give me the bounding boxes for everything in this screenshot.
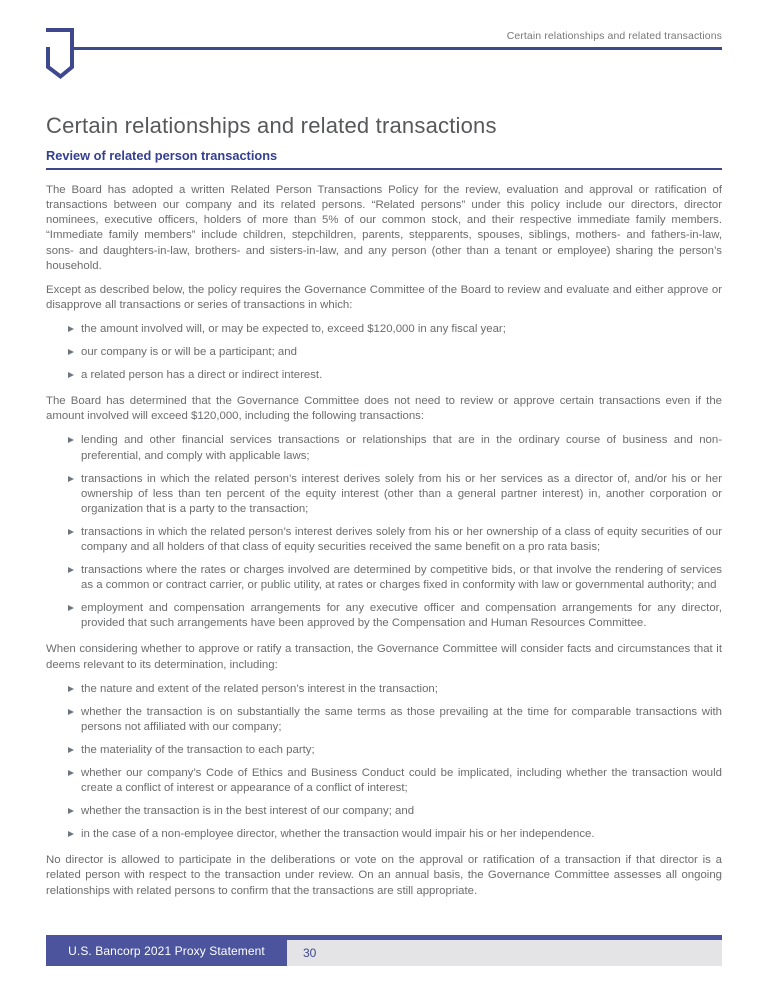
paragraph: The Board has adopted a written Related Person Transactions Policy for the review, evaluation and approval or ratification of transactions between our company and its related persons. “Related persons” under this policy include our directors, director nominees, executive officers, holders of more than 5% of our common stock, and their respective immediate family members. “Immediate family members” include children, stepchildren, parents, stepparents, spouses, siblings, mothers- and fathers-in-law, sons- and daughters-in-law, brothers- and sisters-in-law, and any person (other than a tenant or employee) sharing the person’s household.	[46, 184, 722, 272]
bullet-list	[46, 322, 722, 383]
bullet-text: lending and other financial services transactions or relationships that are in the ordinary course of business and non-preferential, and comply with applicable laws;	[81, 434, 722, 462]
section-title: Review of related person transactions	[46, 148, 278, 164]
triangle-right-bullet-icon	[68, 709, 74, 715]
triangle-right-bullet-icon	[68, 605, 74, 611]
triangle-right-bullet-icon	[68, 326, 74, 332]
bullet-item	[68, 682, 722, 697]
page-number: 30	[303, 946, 317, 960]
bullet-item	[68, 368, 722, 383]
bullet-text: whether the transaction is on substantially the same terms as those prevailing at the time for comparable transactions with persons not affiliated with our company;	[81, 705, 722, 733]
triangle-right-bullet-icon	[68, 372, 74, 378]
bullet-item	[68, 563, 722, 593]
section-title-rule	[46, 168, 722, 170]
triangle-right-bullet-icon	[68, 529, 74, 535]
triangle-right-bullet-icon	[68, 476, 74, 482]
paragraph: The Board has determined that the Governance Committee does not need to review or approve certain transactions even if the amount involved will exceed $120,000, including the following transactions:	[46, 395, 722, 423]
bullet-text: transactions in which the related person’s interest derives solely from his or her services as a director of, and/or his or her ownership of less than ten percent of the equity interest (other than a general partner interest) in, another corporation or organization that is a party to the transaction;	[81, 472, 722, 515]
bullet-item	[68, 827, 722, 842]
content-blocks	[46, 183, 722, 898]
bullet-text: the amount involved will, or may be expected to, exceed $120,000 in any fiscal year;	[81, 322, 506, 335]
header-rule	[74, 47, 722, 50]
bullet-text: whether our company’s Code of Ethics and Business Conduct could be implicated, including whether the transaction would create a conflict of interest or appearance of a conflict of interest;	[81, 767, 722, 795]
paragraph: Except as described below, the policy requires the Governance Committee of the Board to review and evaluate and either approve or disapprove all transactions or series of transactions in which:	[46, 283, 722, 311]
bullet-text: whether the transaction is in the best interest of our company; and	[81, 805, 415, 818]
paragraph: When considering whether to approve or ratify a transaction, the Governance Committee will consider facts and circumstances that it deems relevant to its determination, including:	[46, 643, 722, 671]
running-head: Certain relationships and related transactions	[506, 30, 722, 42]
triangle-right-bullet-icon	[68, 808, 74, 814]
bullet-text: transactions in which the related person’s interest derives solely from his or her ownership of a class of equity securities of our company and all holders of that class of equity securities received the same benefit on a pro rata basis;	[81, 525, 722, 553]
bullet-item	[68, 472, 722, 517]
bullet-text: in the case of a non-employee director, whether the transaction would impair his or her independence.	[81, 828, 595, 841]
bullet-item	[68, 705, 722, 735]
triangle-right-bullet-icon	[68, 437, 74, 443]
triangle-right-bullet-icon	[68, 686, 74, 692]
bullet-text: the nature and extent of the related person’s interest in the transaction;	[81, 682, 438, 695]
bullet-item	[68, 601, 722, 631]
footer-brand-box: U.S. Bancorp 2021 Proxy Statement	[46, 935, 287, 966]
bullet-text: transactions where the rates or charges involved are determined by competitive bids, or that involve the rendering of services as a common or contract carrier, or public utility, at rates or charges fixed in conformity with law or governmental authority; and	[81, 564, 722, 592]
footer-gray-bar	[287, 940, 722, 966]
bullet-text: our company is or will be a participant; and	[81, 346, 297, 359]
triangle-right-bullet-icon	[68, 747, 74, 753]
footer-bar	[287, 935, 722, 966]
bullet-item	[68, 743, 722, 758]
bullet-item	[68, 322, 722, 337]
bullet-list	[46, 682, 722, 843]
bullet-text: the materiality of the transaction to each party;	[81, 743, 315, 756]
triangle-right-bullet-icon	[68, 831, 74, 837]
triangle-right-bullet-icon	[68, 770, 74, 776]
bullet-list	[46, 433, 722, 631]
triangle-right-bullet-icon	[68, 349, 74, 355]
bullet-item	[68, 345, 722, 360]
page-footer	[46, 935, 722, 966]
bullet-item	[68, 433, 722, 463]
paragraph: No director is allowed to participate in the deliberations or vote on the approval or ratification of a transaction if that director is a related person with respect to the transaction under review. On an annual basis, the Governance Committee assesses all ongoing relationships with related persons to confirm that the transactions are still appropriate.	[46, 854, 722, 897]
usbancorp-shield-logo	[46, 27, 78, 81]
bullet-text: employment and compensation arrangements for any executive officer and compensation arrangements for any director, provided that such arrangements have been approved by the Compensation and Human Resources Committee.	[81, 602, 722, 630]
bullet-item	[68, 766, 722, 796]
bullet-item	[68, 804, 722, 819]
bullet-item	[68, 525, 722, 555]
page-title: Certain relationships and related transactions	[46, 113, 497, 138]
document-body	[46, 114, 722, 908]
triangle-right-bullet-icon	[68, 567, 74, 573]
bullet-text: a related person has a direct or indirect interest.	[81, 369, 323, 382]
